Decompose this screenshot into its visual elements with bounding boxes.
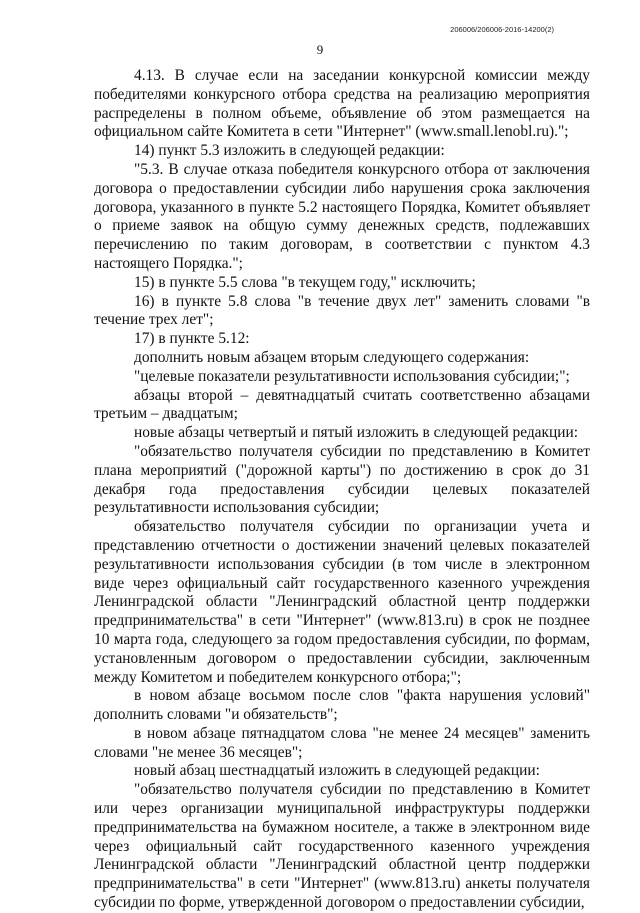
paragraph: обязательство получателя субсидии по организации учета и представлению отчетности о достижении значений целевых показателей результативности использования субсидии (в том числе в электронном виде через официальный сайт государственного казенного учреждения Ленинградской области "Ленинградский областной центр поддержки предпринимательства" в сети "Интернет" (www.813.ru) в срок не позднее 10 марта года, следующего за годом предоставления субсидии, по формам, установленным договором о предоставлении субсидии, заключенным между Комитетом и победителем конкурсного отбора;";	[94, 518, 590, 686]
paragraph: новый абзац шестнадцатый изложить в следующей редакции:	[134, 762, 540, 780]
paragraph: в новом абзаце восьмом после слов "факта нарушения условий" дополнить словами "и обязательств";	[94, 687, 590, 724]
paragraph: "целевые показатели результативности использования субсидии;";	[134, 367, 570, 385]
paragraph: 17) в пункте 5.12:	[134, 330, 250, 348]
paragraph: абзацы второй – девятнадцатый считать соответственно абзацами третьим – двадцатым;	[94, 386, 590, 423]
paragraph: "5.3. В случае отказа победителя конкурсного отбора от заключения договора о предоставлении субсидии либо нарушения срока заключения договора, указанного в пункте 5.2 настоящего Порядка, Комитет объявляет о приеме заявок на общую сумму денежных средств, подлежавших перечислению по таким договорам, в соответствии с пунктом 4.3 настоящего Порядка.";	[94, 160, 590, 272]
paragraph: в новом абзаце пятнадцатом слова "не менее 24 месяцев" заменить словами "не менее 36 месяцев";	[94, 724, 590, 761]
paragraph: "обязательство получателя субсидии по представлению в Комитет или через организации муниципальной инфраструктуры поддержки предпринимательства на бумажном носителе, а также в электронном виде через официальный сайт государственного казенного учреждения Ленинградской области "Ленинградский областной центр поддержки предпринимательства" в сети "Интернет" (www.813.ru) анкеты получателя субсидии по форме, утвержденной договором о предоставлении субсидии,	[94, 781, 590, 912]
page-number: 9	[316, 42, 324, 57]
paragraph: 16) в пункте 5.8 слова "в течение двух лет" заменить словами "в течение трех лет";	[94, 292, 590, 329]
paragraph: дополнить новым абзацем вторым следующего содержания:	[134, 348, 530, 366]
document-code: 206006/206006-2016-14200(2)	[450, 25, 554, 34]
paragraph: 4.13. В случае если на заседании конкурсной комиссии между победителями конкурсного отбора средства на реализацию мероприятия распределены в полном объеме, объявление об этом размещается на официальном сайте Комитета в сети "Интернет" (www.small.lenobl.ru).";	[94, 67, 590, 141]
paragraph: новые абзацы четвертый и пятый изложить в следующей редакции:	[134, 424, 578, 442]
paragraph: "обязательство получателя субсидии по представлению в Комитет плана мероприятий ("дорожной карты") по достижению в срок до 31 декабря года предоставления субсидии целевых показателей результативности использования субсидии;	[94, 442, 590, 517]
document-body	[94, 67, 590, 913]
paragraph: 15) в пункте 5.5 слова "в текущем году," исключить;	[134, 273, 476, 291]
paragraph: 14) пункт 5.3 изложить в следующей редакции:	[134, 142, 445, 160]
